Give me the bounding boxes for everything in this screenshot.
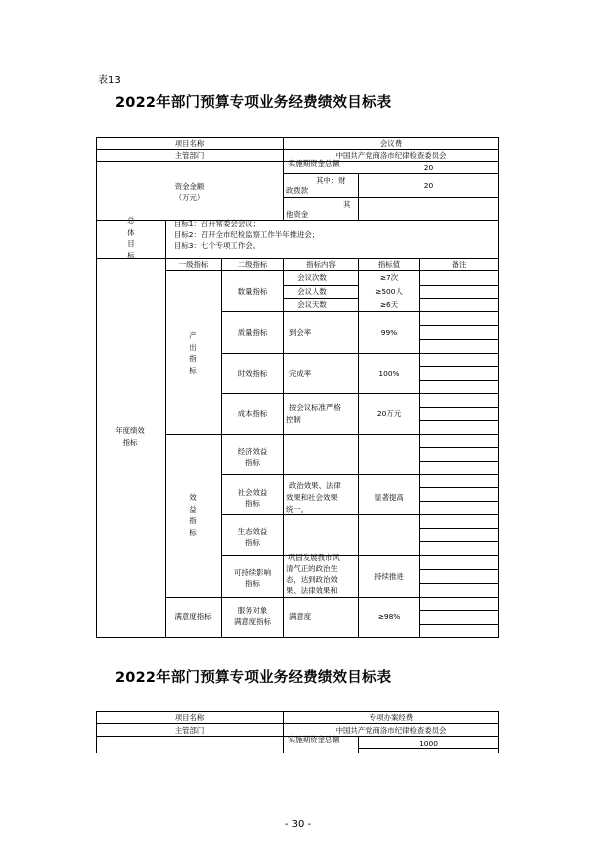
header-value: 指标值 [377, 260, 401, 269]
goal-2: 目标2：召开全市纪检监察工作半年推进会； [174, 230, 320, 239]
quantity-value-2: ≥500人 [375, 287, 403, 296]
t2-project-name-value: 专项办案经费 [368, 713, 414, 722]
project-name-label: 项目名称 [174, 139, 205, 148]
sustainability-content-3: 态，达到政治效 [286, 575, 338, 584]
output-indicators-label: 产出指标 [189, 331, 197, 375]
benefit-indicators-label: 效益指标 [189, 493, 197, 537]
total-funds-label-cell [284, 161, 358, 173]
cost-content-1: 按会议标准严格 [289, 403, 341, 412]
header-level1: 一级指标 [178, 260, 209, 269]
economic-label-2: 指标 [245, 458, 260, 467]
page-title: 2022年部门预算专项业务经费绩效目标表 [115, 95, 392, 111]
quantity-label: 数量指标 [237, 287, 268, 296]
service-satisfaction-value: ≥98% [377, 612, 401, 621]
total-funds-label: 实施期资金总额 [288, 159, 340, 168]
social-value: 显著提高 [374, 493, 404, 502]
ecological-label-2: 指标 [245, 538, 260, 547]
other-funds-label-2: 他资金 [286, 210, 309, 219]
sustainability-content-4: 果、法律效果和 [286, 586, 338, 595]
goal-3: 目标3：七个专项工作会。 [174, 241, 261, 250]
second-title: 2022年部门预算专项业务经费绩效目标表 [115, 670, 392, 686]
social-content-3: 统一。 [286, 505, 309, 514]
quantity-value-1: ≥7次 [379, 273, 399, 282]
header-content: 指标内容 [306, 260, 336, 269]
t2-total-value: 1000 [419, 739, 438, 748]
quality-label: 质量指标 [237, 328, 268, 337]
timeliness-content: 完成率 [289, 369, 312, 378]
dept-value: 中国共产党商洛市纪律检查委员会 [335, 151, 447, 160]
service-satisfaction-label-2: 满意度指标 [234, 617, 271, 626]
social-content-1: 政治效果、法律 [289, 481, 341, 490]
quality-value: 99% [380, 328, 398, 337]
quantity-content-2: 会议人数 [297, 287, 327, 296]
social-label-1: 社会效益 [237, 488, 268, 497]
table-number: 表13 [98, 75, 121, 86]
t2-dept-label: 主管部门 [174, 726, 205, 735]
funds-unit: （万元） [174, 193, 205, 202]
sustainability-label-1: 可持续影响 [234, 568, 271, 577]
fiscal-value: 20 [423, 181, 434, 190]
cost-label: 成本指标 [237, 409, 268, 418]
sustainability-content-cell [284, 553, 358, 597]
quantity-content-3: 会议天数 [297, 300, 327, 309]
timeliness-label: 时效指标 [237, 369, 268, 378]
total-funds-value: 20 [423, 163, 434, 172]
t2-total-label: 实施期资金总额 [288, 735, 340, 744]
t2-project-name-label: 项目名称 [174, 713, 205, 722]
page-number: - 30 - [284, 819, 312, 830]
overall-goal-label: 总体目标 [127, 216, 135, 260]
project-name-value: 会议费 [379, 139, 403, 148]
goals-cell [166, 219, 498, 261]
economic-label-1: 经济效益 [237, 447, 268, 456]
goal-4: …… [174, 252, 189, 261]
sustainability-value: 持续推进 [374, 572, 404, 581]
sustainability-label-2: 指标 [245, 579, 260, 588]
fiscal-label-2: 政拨款 [286, 186, 309, 195]
service-satisfaction-content: 满意度 [289, 612, 312, 621]
timeliness-value: 100% [378, 369, 400, 378]
header-remark: 备注 [451, 260, 467, 269]
other-funds-label-1: 其 [343, 200, 351, 209]
service-satisfaction-label-1: 服务对象 [237, 606, 268, 615]
dept-label: 主管部门 [174, 151, 205, 160]
quantity-value-3: ≥6天 [379, 300, 399, 309]
social-content-2: 效果和社会效果 [286, 493, 338, 502]
sustainability-content-1: 巩固发展我市风 [288, 553, 340, 562]
social-label-2: 指标 [245, 499, 260, 508]
ecological-label-1: 生态效益 [237, 527, 268, 536]
quality-content: 到会率 [289, 328, 312, 337]
overall-goal-label-cell [97, 216, 165, 260]
satisfaction-indicators-label: 满意度指标 [174, 612, 212, 621]
header-level2: 二级指标 [237, 260, 268, 269]
funds-label: 资金金额 [174, 182, 205, 191]
t2-total-label-cell [284, 737, 358, 748]
annual-indicators-label: 年度绩效指标 [115, 426, 145, 447]
cost-value: 20万元 [376, 409, 402, 418]
quantity-content-1: 会议次数 [297, 273, 327, 282]
sustainability-content-2: 清气正的政治生 [286, 564, 338, 573]
cost-content-2: 控制 [286, 415, 301, 424]
goal-1: 目标1：召开常委会会议； [174, 219, 261, 228]
t2-dept-value: 中国共产党商洛市纪律检查委员会 [335, 726, 447, 735]
fiscal-label-1: 其中：财 [316, 176, 346, 185]
